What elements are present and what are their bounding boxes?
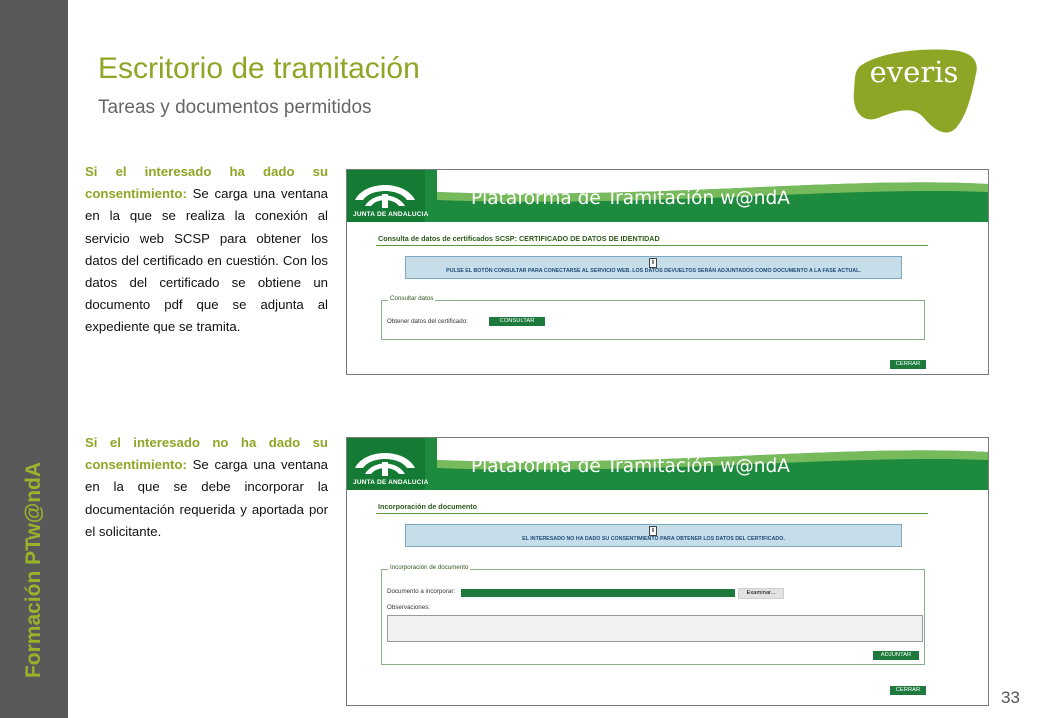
- fieldset-legend: Consultar datos: [390, 295, 434, 302]
- junta-label: JUNTA DE ANDALUCIA: [353, 479, 429, 486]
- page-number: 33: [1001, 688, 1020, 707]
- info-text: PULSE EL BOTÓN CONSULTAR PARA CONECTARSE AL SERVICIO WEB. LOS DATOS DEVUELTOS SERÁN ADJUNTADOS COMO DOCUMENTO A LA FASE ACTUAL.: [446, 268, 861, 274]
- consultar-button[interactable]: CONSULTAR: [489, 317, 545, 326]
- section-1-lead: Si el interesado ha dado su consentimiento:: [85, 164, 328, 202]
- banner-title: Plataforma de Tramitación w@ndA: [471, 456, 790, 477]
- sidebar-label: Formación PTw@ndA: [22, 461, 45, 679]
- fieldset-incorporacion: [381, 564, 925, 665]
- info-box: [405, 256, 902, 279]
- section-2-lead: Si el interesado no ha dado su consentimiento:: [85, 435, 328, 473]
- adjuntar-button[interactable]: ADJUNTAR: [873, 651, 919, 660]
- fieldset-consultar-datos: [381, 295, 925, 340]
- obtener-datos-label: Obtener datos del certificado:: [387, 318, 468, 325]
- section-1-body: Se carga una ventana en la que se realiza la conexión al servicio web SCSP para obtener los datos del certificado en cuestión. Con los datos del certificado se obtiene un documento pdf que se adjunta al expediente que se tramita.: [85, 186, 328, 335]
- section-divider: [376, 245, 928, 246]
- page-title: Escritorio de tramitación: [98, 52, 420, 85]
- section-title: Incorporación de documento: [378, 502, 478, 511]
- sidebar: [0, 0, 68, 718]
- fieldset-legend: Incorporación de documento: [390, 564, 469, 571]
- cerrar-button[interactable]: CERRAR: [890, 686, 926, 695]
- panel-banner: [347, 170, 988, 222]
- everis-logo: [850, 44, 980, 134]
- observaciones-label: Observaciones:: [387, 604, 430, 611]
- cerrar-button[interactable]: CERRAR: [890, 360, 926, 369]
- info-icon: i: [649, 258, 657, 268]
- section-2-text: [85, 432, 328, 543]
- page-subtitle: Tareas y documentos permitidos: [98, 97, 372, 118]
- panel-consulta-certificado: [346, 169, 989, 375]
- observaciones-textarea[interactable]: [387, 615, 923, 642]
- examinar-button[interactable]: Examinar...: [738, 588, 784, 599]
- file-input[interactable]: [461, 589, 735, 597]
- panel-incorporacion-documento: [346, 437, 989, 706]
- section-2-body: Se carga una ventana en la que se debe incorporar la documentación requerida y aportada por el solicitante.: [85, 457, 328, 539]
- junta-label: JUNTA DE ANDALUCIA: [353, 211, 429, 218]
- info-box: [405, 524, 902, 547]
- panel-banner: [347, 438, 988, 490]
- section-1-text: [85, 161, 328, 339]
- section-title: Consulta de datos de certificados SCSP: CERTIFICADO DE DATOS DE IDENTIDAD: [378, 234, 660, 243]
- logo-text: everis: [869, 55, 959, 89]
- info-icon: i: [649, 526, 657, 536]
- section-divider: [376, 513, 928, 514]
- info-text: EL INTERESADO NO HA DADO SU CONSENTIMIENTO PARA OBTENER LOS DATOS DEL CERTIFICADO.: [522, 536, 785, 542]
- banner-title: Plataforma de Tramitación w@ndA: [471, 188, 790, 209]
- documento-label: Documento a incorporar:: [387, 588, 456, 595]
- everis-logo-shape: [850, 44, 980, 134]
